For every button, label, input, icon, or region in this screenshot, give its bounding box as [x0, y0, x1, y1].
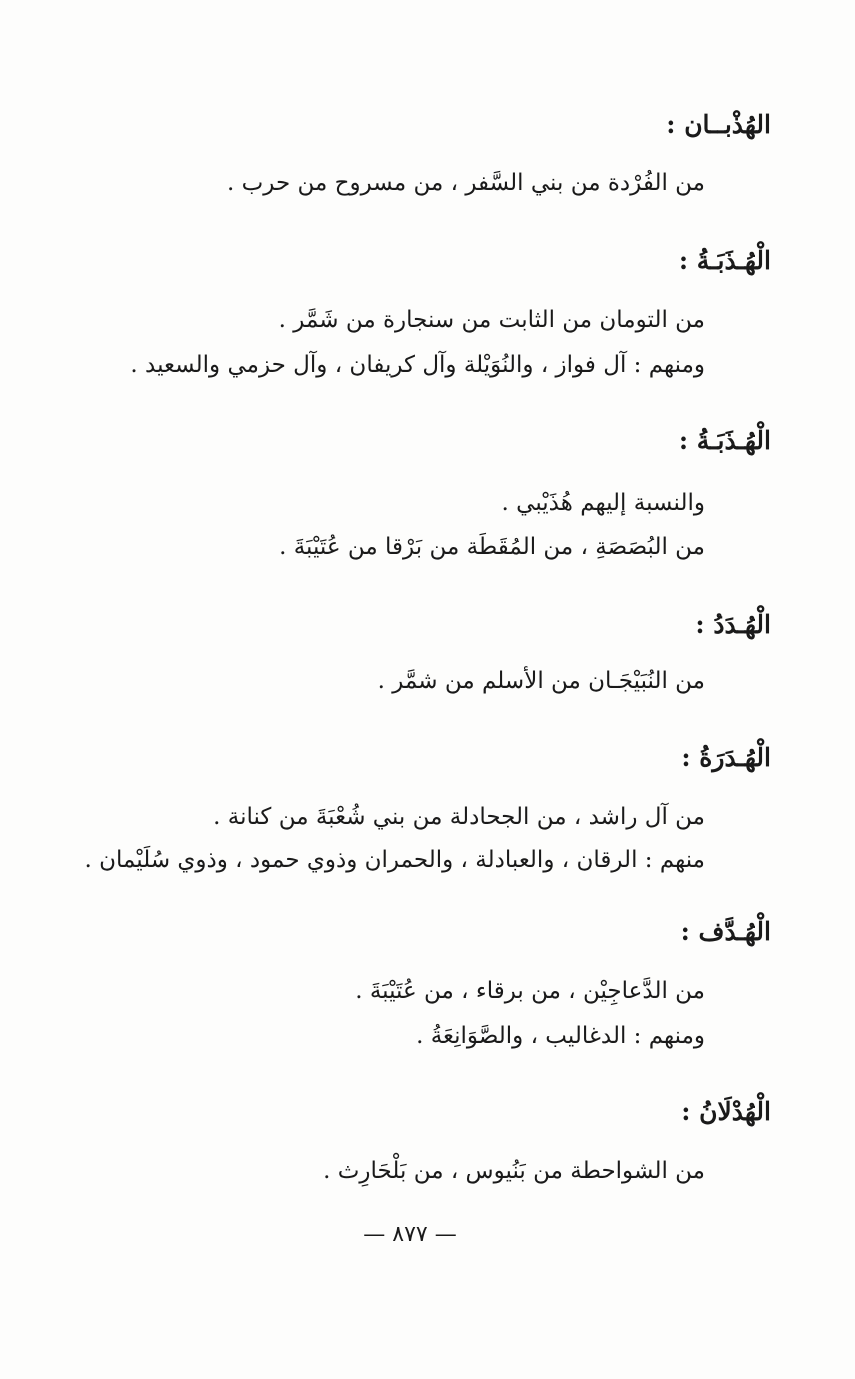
entry-heading: الْهُدْلَانُ :	[681, 1097, 771, 1126]
entry-text-line: من الفُرْدة من بني السَّفر ، من مسروح من حرب .	[227, 170, 705, 196]
entry-heading: الْهُـدَدُ :	[695, 610, 771, 639]
entry-text-line: من الدَّعاجِيْن ، من برقاء ، من عُتَيْبَةَ .	[355, 978, 705, 1004]
entry-heading: الْهُـدَرَةُ :	[681, 743, 771, 772]
entry-text-line: ومنهم : آل فواز ، والنُوَيْلة وآل كريفان ، وآل حزمي والسعيد .	[130, 352, 705, 378]
entry-heading: الْهُـدَّف :	[680, 917, 771, 946]
entry-heading: الهُذْبــان :	[666, 110, 771, 139]
entry-text-line: من آل راشد ، من الجحادلة من بني شُعْبَةَ من كنانة .	[213, 804, 705, 830]
entry-text-line: من التومان من الثابت من سنجارة من شَمَّر .	[278, 307, 705, 333]
entry-text-line: من الشواحطة من بَنُيوس ، من بَلْحَارِث .	[323, 1158, 705, 1184]
entry-text-line: والنسبة إليهم هُذَيْبي .	[501, 490, 705, 516]
entry-text-line: من البُصَصَةِ ، من المُقَطَة من بَرْقا من عُتَيْبَةَ .	[279, 534, 705, 560]
entry-text-line: من النُبَيْجَـان من الأسلم من شمَّر .	[377, 668, 705, 694]
entry-heading: الْهُـذَبَـةُ :	[678, 246, 771, 275]
entry-text-line: منهم : الرقان ، والعبادلة ، والحمران وذوي حمود ، وذوي سُلَيْمان .	[84, 847, 705, 873]
entry-text-line: ومنهم : الدغاليب ، والصَّوَانِعَةُ .	[416, 1023, 705, 1049]
page-number: — ٨٧٧ —	[363, 1222, 457, 1247]
entry-heading: الْهُـذَبَـةُ :	[678, 426, 771, 455]
